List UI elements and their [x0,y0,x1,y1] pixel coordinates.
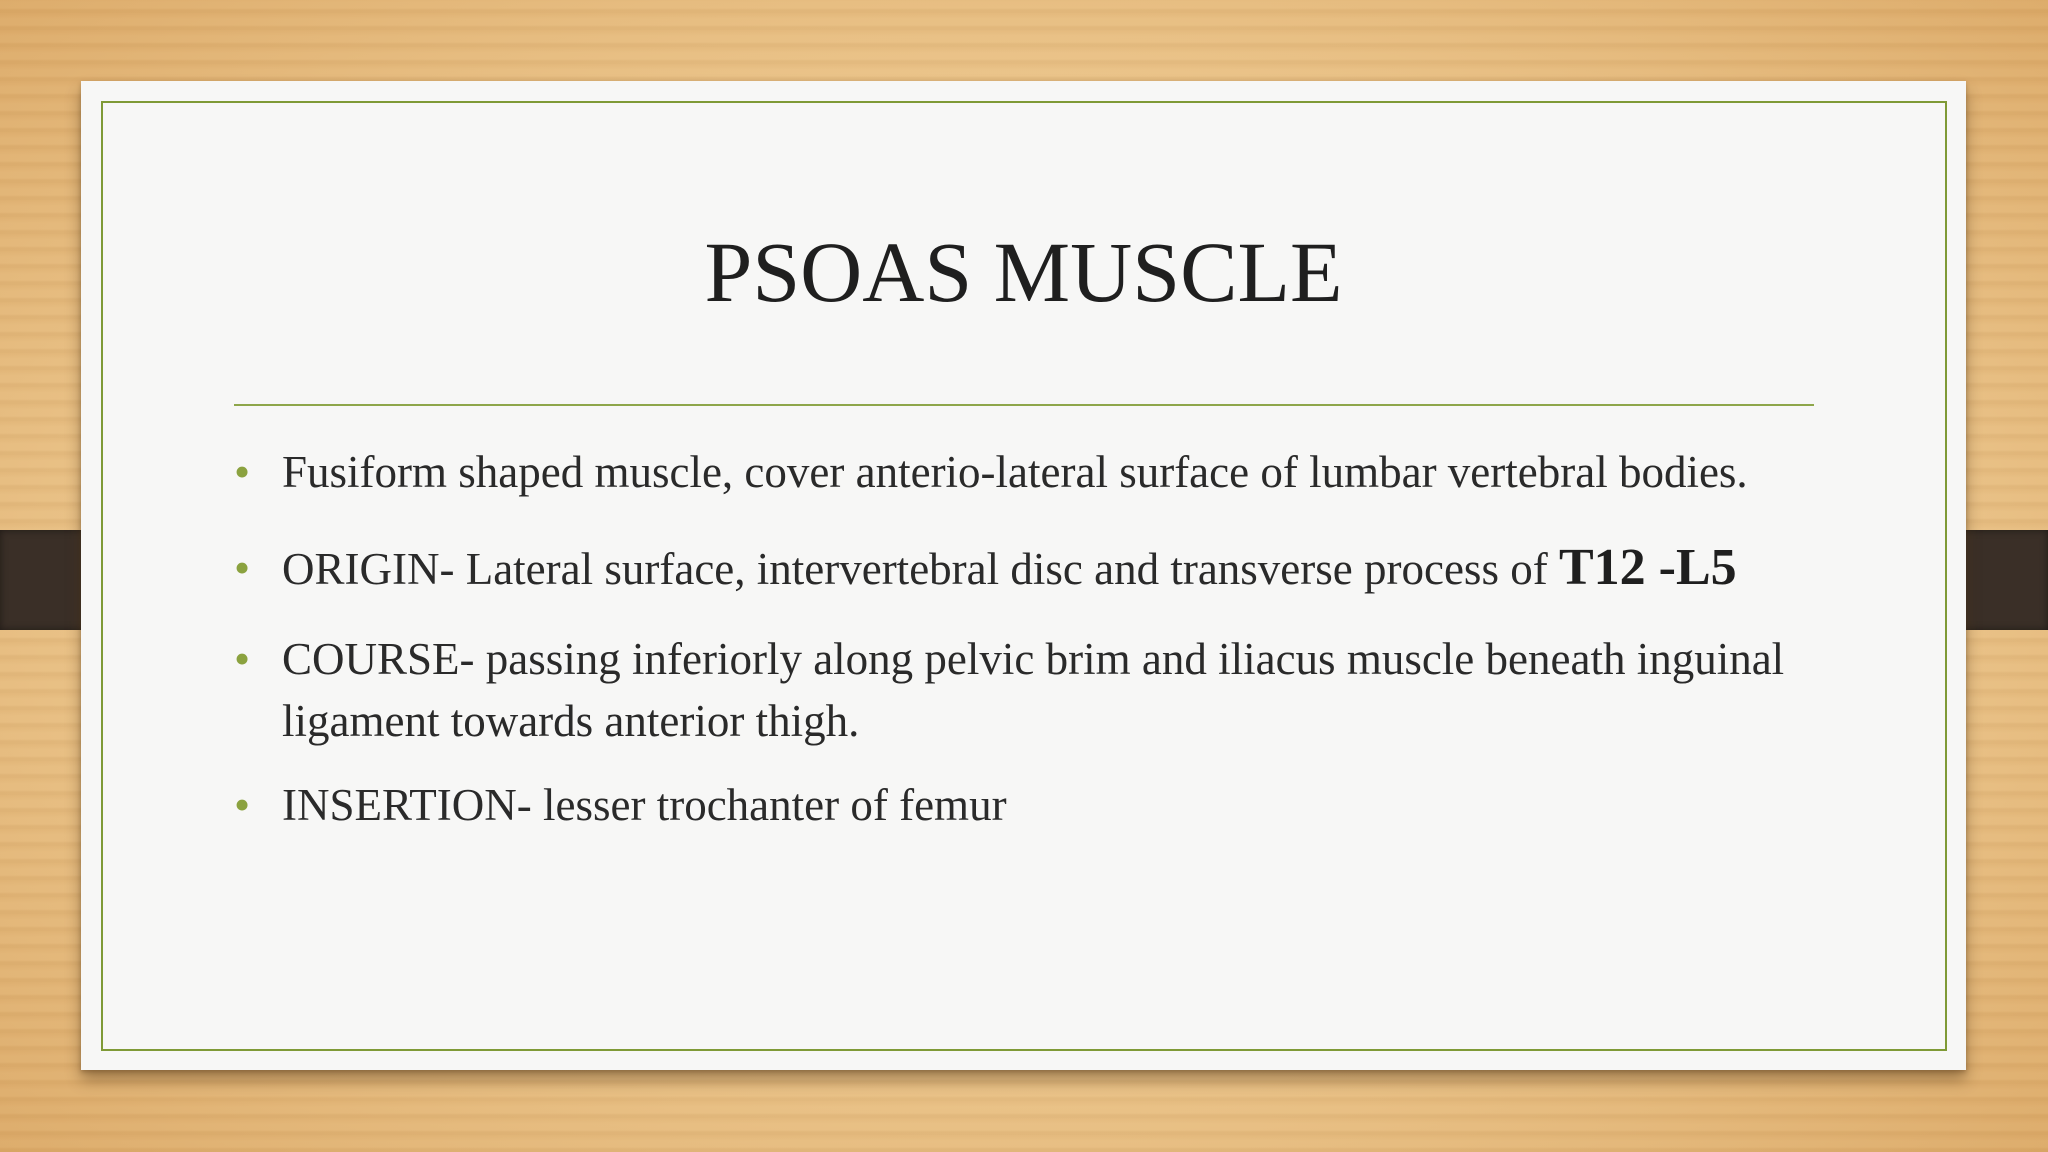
bullet-dot-icon: • [234,633,251,684]
bullet-text: ORIGIN- Lateral surface, intervertebral disc and transverse process of [282,544,1559,594]
bullet-dot-icon: • [234,542,251,593]
slide [81,81,1966,1070]
bullet-text: COURSE- passing inferiorly along pelvic brim and iliacus muscle beneath inguinal ligament towards anterior thigh. [282,634,1785,746]
bullet-text: Fusiform shaped muscle, cover anterio-lateral surface of lumbar vertebral bodies. [282,447,1748,497]
title-divider [234,404,1814,406]
bullet-item [234,628,1844,752]
bullet-list [234,441,1844,836]
bullet-text: INSERTION- lesser trochanter of femur [282,780,1007,830]
bullet-dot-icon: • [234,446,251,497]
bullet-item [234,537,1844,600]
bullet-dot-icon: • [234,779,251,830]
bullet-item [234,441,1844,503]
slide-title: PSOAS MUSCLE [704,224,1343,320]
bullet-emphasis: T12 -L5 [1558,539,1737,596]
bullet-item [234,774,1844,836]
